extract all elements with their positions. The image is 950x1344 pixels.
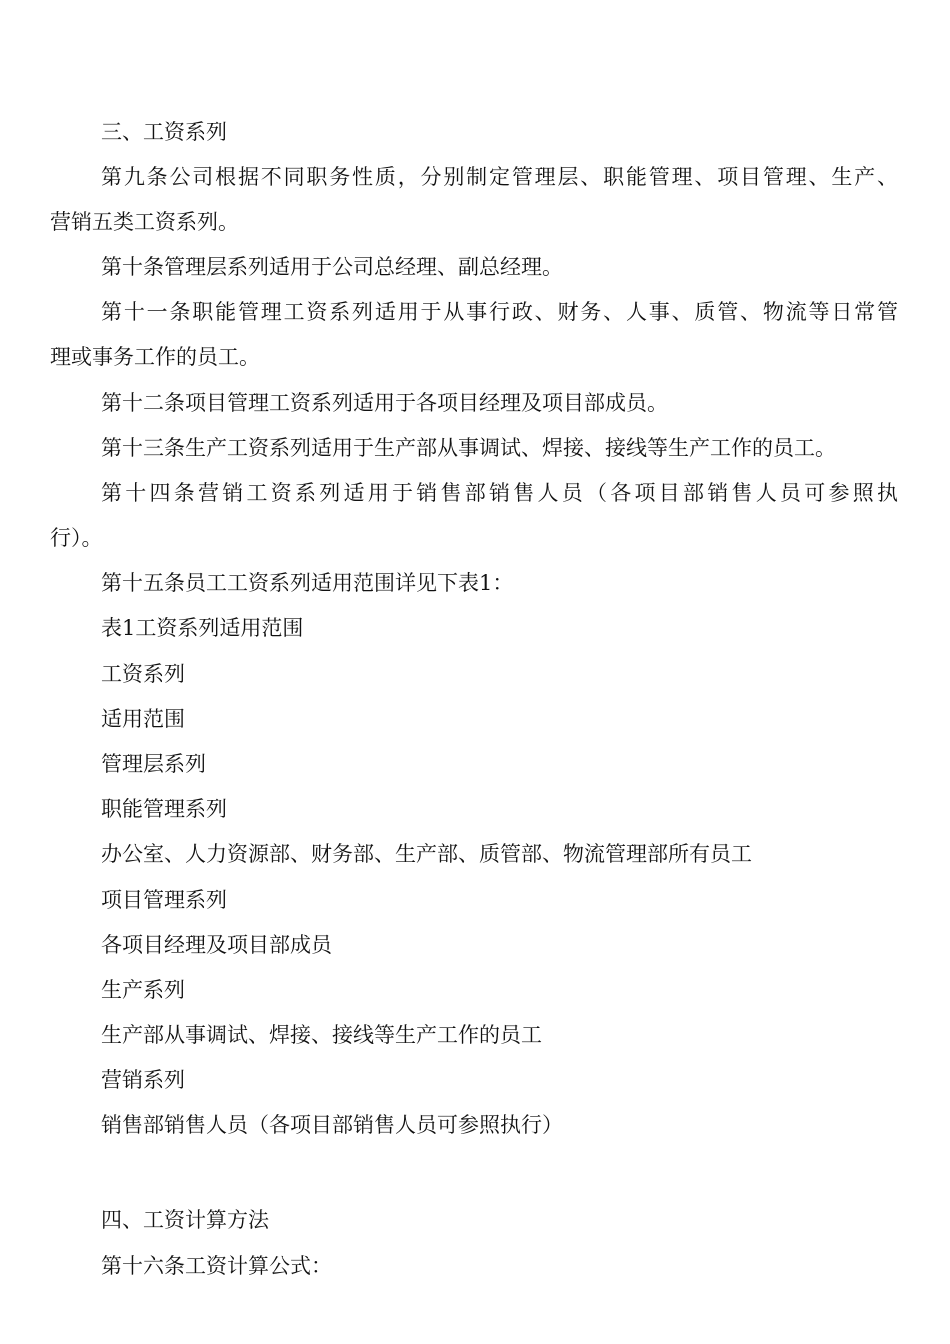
article-11-line-2: 理或事务工作的员工。	[50, 345, 260, 369]
table-header-scope: 适用范围	[101, 707, 185, 731]
article-15: 第十五条员工工资系列适用范围详见下表1：	[101, 571, 514, 595]
article-9-line-1: 第九条公司根据不同职务性质，分别制定管理层、职能管理、项目管理、生产、	[101, 165, 898, 189]
section-4-heading: 四、工资计算方法	[101, 1208, 269, 1232]
table-header-series: 工资系列	[101, 662, 185, 686]
table-row-1-series: 管理层系列	[101, 752, 206, 776]
table-row-3-series: 项目管理系列	[101, 888, 227, 912]
table-row-3-scope: 各项目经理及项目部成员	[101, 933, 332, 957]
article-9-line-2: 营销五类工资系列。	[50, 210, 239, 234]
section-3-heading: 三、工资系列	[101, 120, 227, 144]
table-row-5-series: 营销系列	[101, 1068, 185, 1092]
article-11-line-1: 第十一条职能管理工资系列适用于从事行政、财务、人事、质管、物流等日常管	[101, 300, 898, 324]
article-10: 第十条管理层系列适用于公司总经理、副总经理。	[101, 255, 563, 279]
table-row-2-scope: 办公室、人力资源部、财务部、生产部、质管部、物流管理部所有员工	[101, 842, 752, 866]
table-row-4-scope: 生产部从事调试、焊接、接线等生产工作的员工	[101, 1023, 542, 1047]
article-12: 第十二条项目管理工资系列适用于各项目经理及项目部成员。	[101, 391, 668, 415]
table-row-2-series: 职能管理系列	[101, 797, 227, 821]
article-16: 第十六条工资计算公式：	[101, 1254, 332, 1278]
table-row-4-series: 生产系列	[101, 978, 185, 1002]
table-caption: 表1工资系列适用范围	[101, 616, 304, 640]
article-14-line-1: 第十四条营销工资系列适用于销售部销售人员（各项目部销售人员可参照执	[101, 481, 898, 505]
article-13: 第十三条生产工资系列适用于生产部从事调试、焊接、接线等生产工作的员工。	[101, 436, 836, 460]
article-14-line-2: 行）。	[50, 526, 103, 550]
table-row-5-scope: 销售部销售人员（各项目部销售人员可参照执行）	[101, 1113, 563, 1137]
